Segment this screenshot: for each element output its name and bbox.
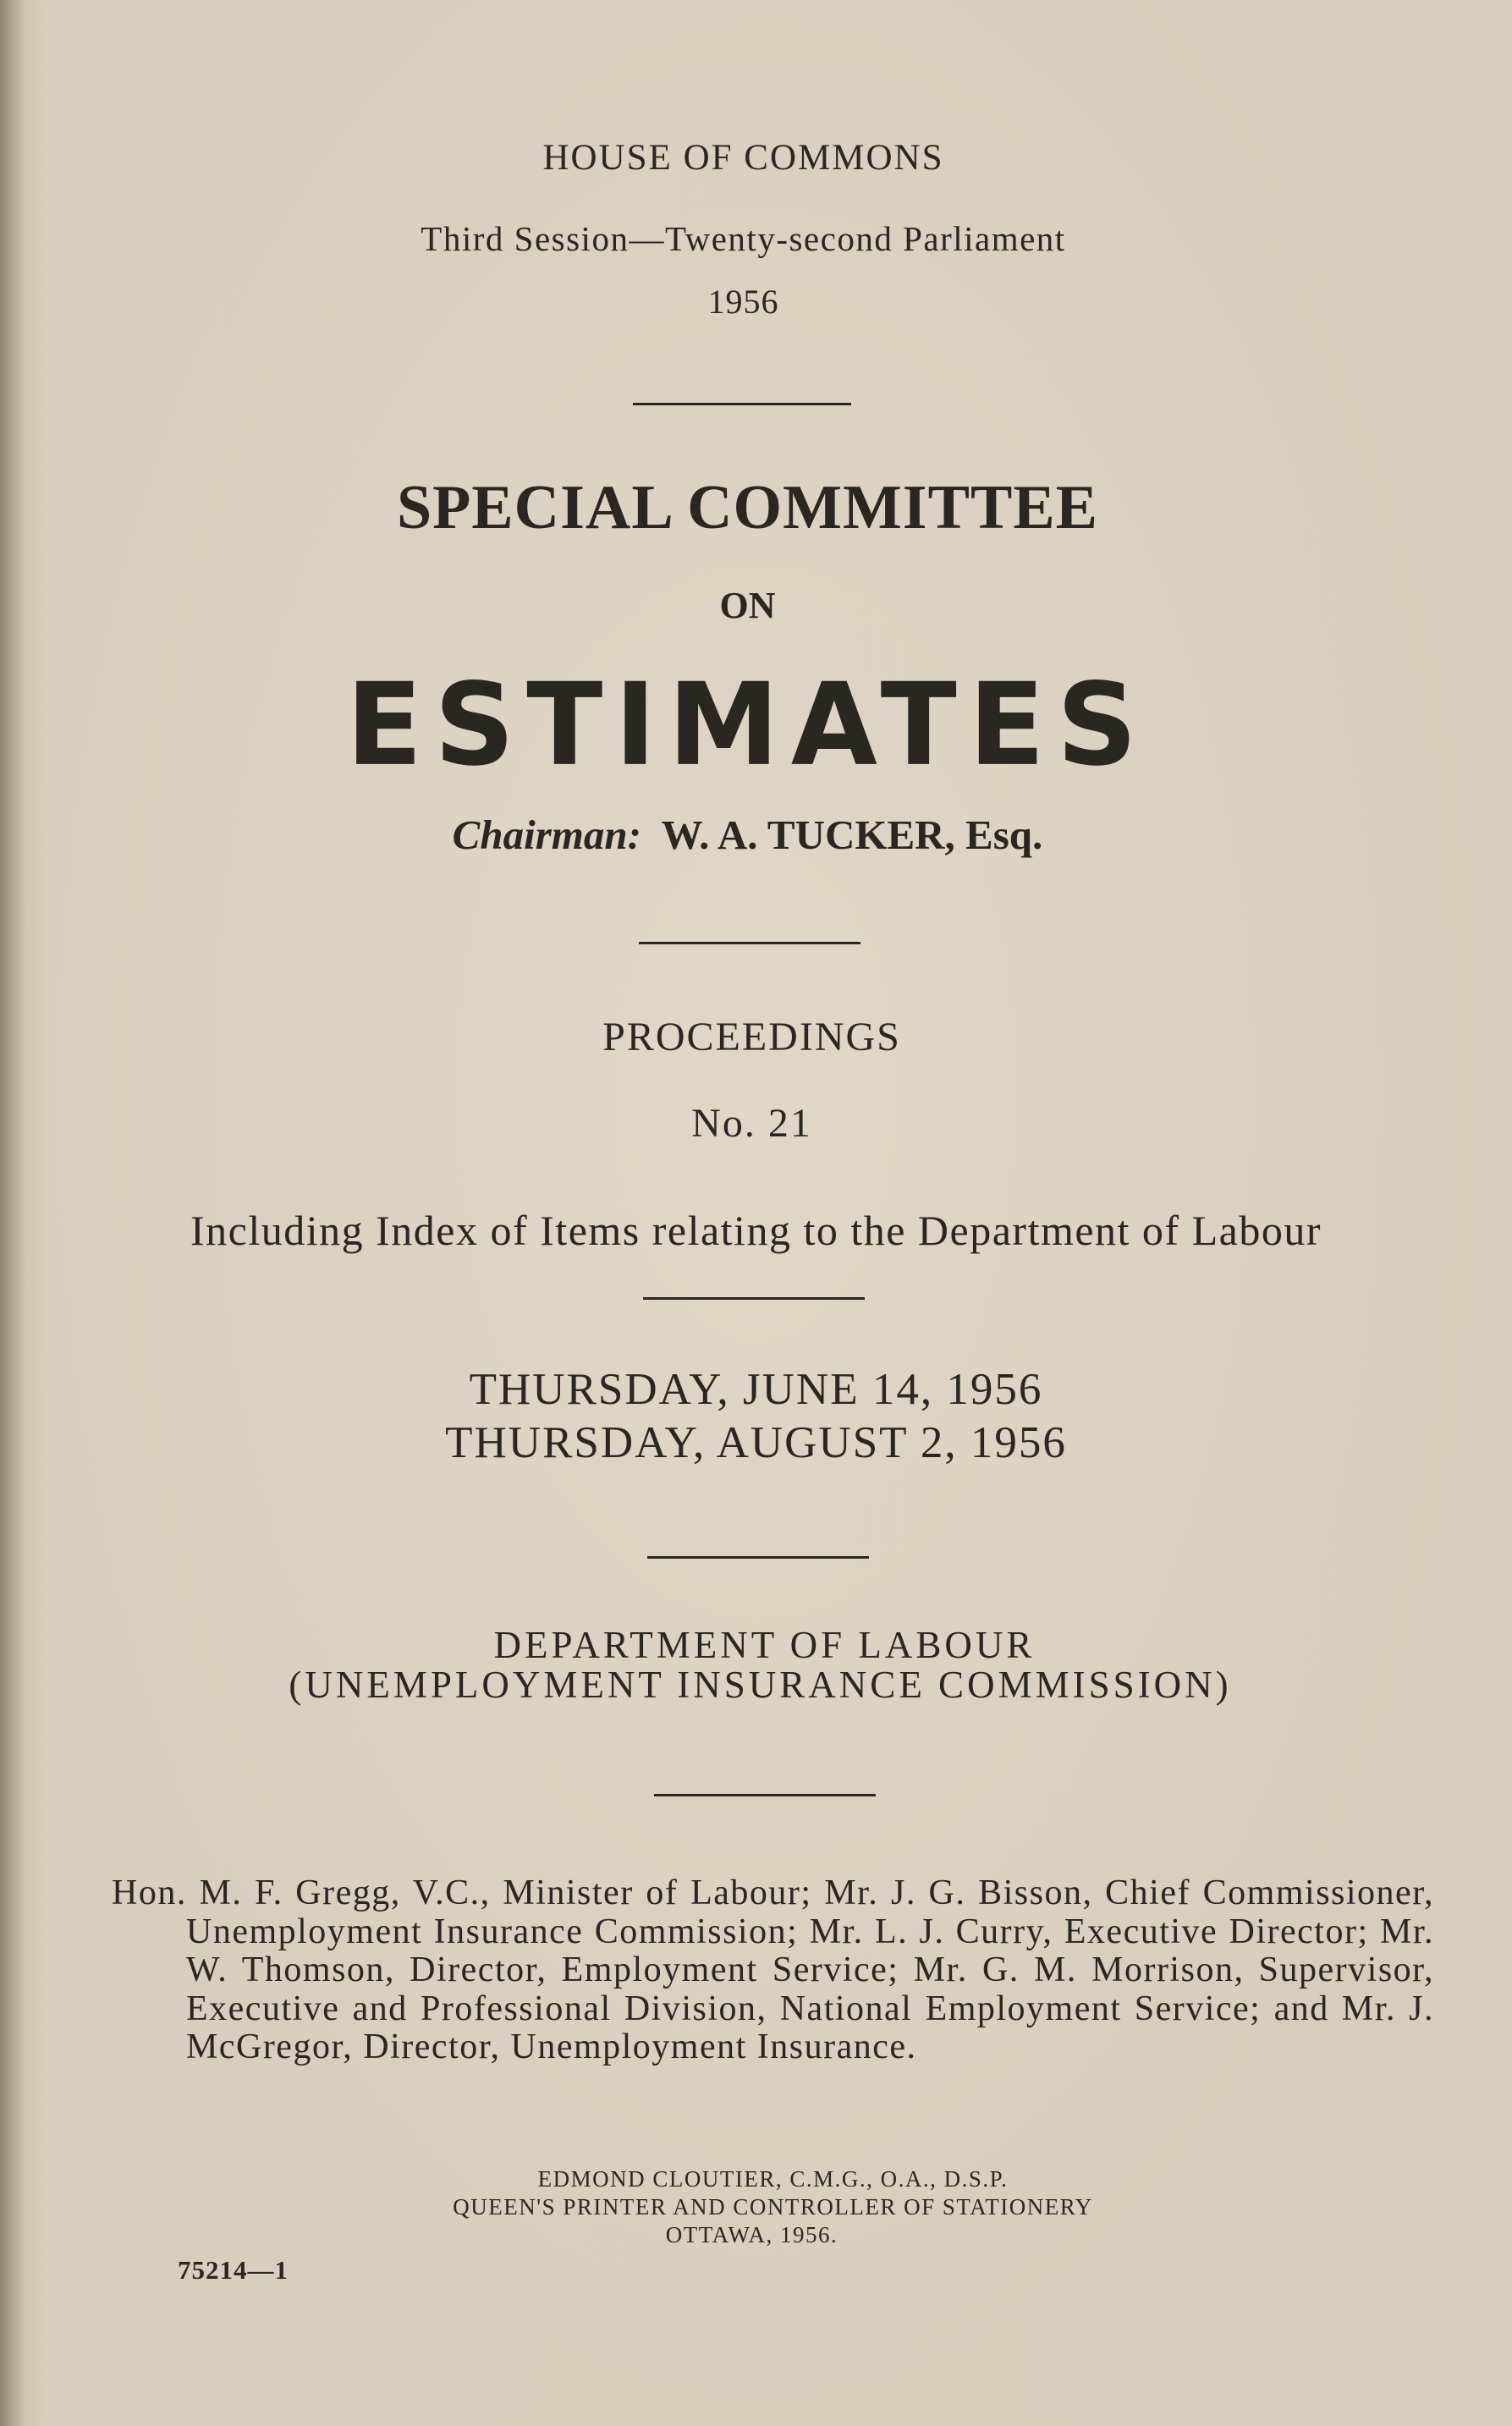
chairman-line [63, 811, 1432, 859]
divider-rule [647, 1556, 869, 1559]
printer-place: OTTAWA, 1956. [665, 2222, 838, 2247]
divider-rule [639, 942, 860, 944]
header-year: 1956 [707, 283, 779, 321]
index-note: Including Index of Items relating to the Department of Labour [190, 1207, 1322, 1254]
printer-name: EDMOND CLOUTIER, C.M.G., O.A., D.S.P. [537, 2166, 1009, 2192]
department-subtitle: (UNEMPLOYMENT INSURANCE COMMISSION) [289, 1664, 1232, 1706]
proceedings-label: PROCEEDINGS [602, 1015, 901, 1059]
printer-title: QUEEN'S PRINTER AND CONTROLLER OF STATIONERY [453, 2194, 1093, 2220]
divider-rule [633, 403, 851, 405]
header-session: Third Session—Twenty-second Parliament [421, 219, 1066, 258]
chairman-label: Chairman: [452, 811, 641, 858]
chairman-name: W. A. TUCKER, Esq. [661, 811, 1043, 858]
divider-rule [643, 1297, 865, 1300]
divider-rule [654, 1794, 876, 1796]
department-name: DEPARTMENT OF LABOUR [493, 1624, 1036, 1666]
committee-title: SPECIAL COMMITTEE [396, 473, 1099, 542]
document-code: 75214—1 [178, 2255, 289, 2285]
sitting-date: THURSDAY, JUNE 14, 1956 [469, 1365, 1043, 1414]
committee-subject: ESTIMATES [346, 658, 1149, 792]
proceedings-number: No. 21 [691, 1101, 812, 1146]
header-house: HOUSE OF COMMONS [542, 138, 944, 178]
committee-on: ON [719, 585, 776, 626]
sitting-date: THURSDAY, AUGUST 2, 1956 [445, 1418, 1067, 1467]
witnesses-paragraph: Hon. M. F. Gregg, V.C., Minister of Labour; Mr. J. G. Bisson, Chief Commissioner, Unemployment Insurance Commission; Mr. L. J. Curry, Executive Director; Mr. W. Thomson, Director, Employment Service; Mr. G. M. Morrison, Supervisor, Executive and Professional Division, National Employment Service; and Mr. J. McGregor, Director, Unemployment Insurance. [112, 1873, 1434, 2066]
